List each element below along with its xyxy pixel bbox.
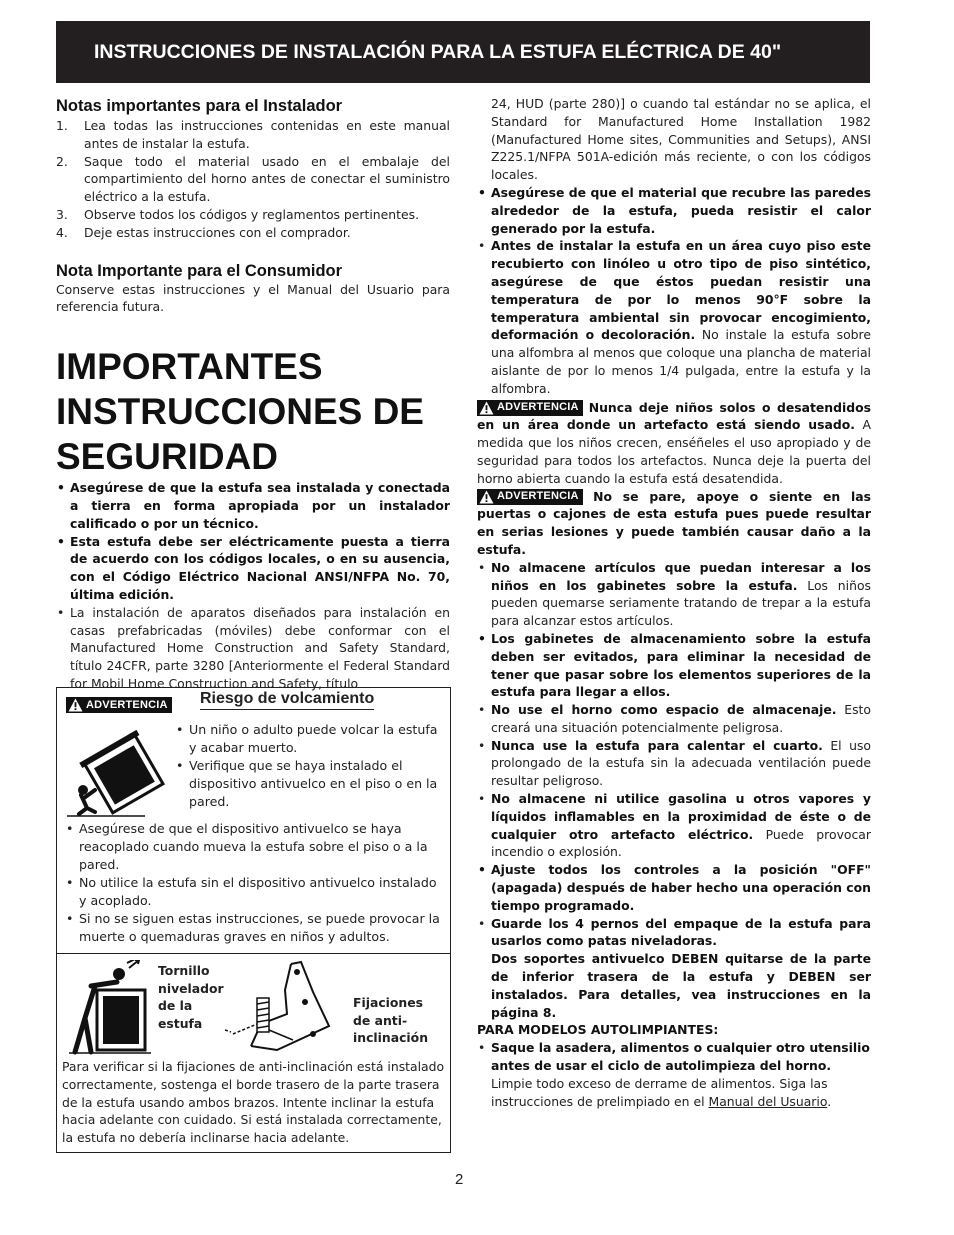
warning-doors: ADVERTENCIA No se pare, apoye o siente en las puertas o cajones de esta estufa pues puede resultar en serias lesiones y puede también causar daño a la estufa. xyxy=(477,488,871,557)
tipover-warning-box xyxy=(56,687,451,954)
fixation-label: Fijaciones de anti-inclinación xyxy=(353,995,429,1045)
list-item: • Saque la asadera, alimentos o cualquier otro utensilio antes de usar el ciclo de autolimpieza del horno. Limpie todo exceso de derrame de alimentos. Siga las instrucciones de prelimpiado en el Manual del Usuario. xyxy=(477,1039,871,1110)
list-item: 1. Lea todas las instrucciones contenidas en este manual antes de instalar la estufa. xyxy=(56,118,450,151)
warning-badge: ADVERTENCIA xyxy=(66,694,172,713)
list-item: • Asegúrese de que la estufa sea instalada y conectada a tierra en forma apropiada por un instalador calificado o por un técnico. xyxy=(56,479,450,532)
bracket-box xyxy=(56,953,451,1153)
list-item: • Un niño o adulto puede volcar la estufa y acabar muerto. xyxy=(175,721,445,757)
consumer-text: Conserve estas instrucciones y el Manual del Usuario para referencia futura. xyxy=(56,281,450,315)
screw-label: Tornillo nivelador de la estufa xyxy=(158,963,224,1031)
left-column xyxy=(56,96,450,693)
warning-badge: ADVERTENCIA xyxy=(477,489,583,505)
installer-list xyxy=(56,117,450,242)
warning-icon xyxy=(479,401,494,415)
warning-inner-list xyxy=(175,721,445,811)
right-column xyxy=(477,95,871,1110)
list-item: • La instalación de aparatos diseñados para instalación en casas prefabricadas (móviles) debe conformar con el Manufactured Home Construction and Safety Standard, título 24CFR, parte 3280 [Anteriormente el Federal Standard for Mobil Home Construction and Safety, título xyxy=(56,604,450,693)
person-tilting-stove-icon xyxy=(61,960,156,1056)
list-item: • No almacene artículos que puedan interesar a los niños en los gabinetes sobre la estufa. Los niños pueden quemarse seriamente tratando de trepar a la estufa para alcanzar estos artículos. xyxy=(477,559,871,630)
list-item: • Asegúrese de que el material que recubre las paredes alrededor de la estufa, pueda resistir el calor generado por la estufa. xyxy=(477,184,871,237)
list-item: • Esta estufa debe ser eléctricamente puesta a tierra de acuerdo con los códigos locales, o en su ausencia, con el Código Eléctrico Nacional ANSI/NFPA No. 70, última edición. xyxy=(56,533,450,604)
list-item: • Nunca use la estufa para calentar el cuarto. El uso prolongado de la estufa sin la adecuada ventilación puede resultar peligroso. xyxy=(477,737,871,790)
installer-heading: Notas importantes para el Instalador xyxy=(56,97,343,115)
warning-icon xyxy=(479,490,494,504)
list-item: • No use el horno como espacio de almacenaje. Esto creará una situación potencialmente peligrosa. xyxy=(477,701,871,737)
list-item: • Verifique que se haya instalado el dispositivo antivuelco en el piso o en la pared. xyxy=(175,757,445,811)
warning-icon xyxy=(68,698,83,712)
user-manual-link[interactable]: Manual del Usuario xyxy=(708,1093,828,1109)
bracket-text: Para verificar si la fijaciones de anti-inclinación está instalado correctamente, sostenga el borde trasero de la parte trasera de la estufa usando ambos brazos. Intente inclinar la estufa hacia adelante con cuidado. Si está instalada correctamente, la estufa no debería inclinarse hacia adelante. xyxy=(62,1059,445,1146)
list-item: 4. Deje estas instrucciones con el comprador. xyxy=(56,224,351,240)
warning-children: ADVERTENCIA Nunca deje niños solos o desatendidos en un área donde un artefacto está siendo usado. A medida que los niños crecen, enséñeles el uso apropiado y de seguridad para todos los artefactos. Nunca deje la puerta del horno abierta cuando la estufa está desatendida. xyxy=(477,399,871,486)
safety-b3-continued: 24, HUD (parte 280)] o cuando tal estándar no se aplica, el Standard for Manufactured Home Installation 1982 (Manufactured Home sites, Communities and Setups), ANSI Z225.1/NFPA 501A-edición más reciente, o con los códigos locales. xyxy=(491,96,871,183)
list-item: 3. Observe todos los códigos y reglamentos pertinentes. xyxy=(56,206,420,222)
list-item: • No utilice la estufa sin el dispositivo antivuelco instalado y acoplado. xyxy=(65,874,445,910)
warning-outer-list xyxy=(65,820,445,946)
page-number: 2 xyxy=(455,1171,464,1188)
list-item: 2. Saque todo el material usado en el embalaje del compartimiento del horno antes de conectar el suministro eléctrico a la estufa. xyxy=(56,153,450,205)
self-clean-heading: PARA MODELOS AUTOLIMPIANTES: xyxy=(477,1022,719,1038)
right-list-top xyxy=(477,184,871,398)
tipping-stove-icon xyxy=(65,728,175,818)
safety-title: IMPORTANTES INSTRUCCIONES DE SEGURIDAD xyxy=(56,346,424,478)
right-list-bottom xyxy=(477,559,871,1022)
safety-list xyxy=(56,479,450,693)
list-item: • Antes de instalar la estufa en un área cuyo piso este recubierto con linóleo u otro tipo de piso sintético, asegúrese de que éstos puedan resistir una temperatura de por lo menos 90°F sobre la temperatura ambiental sin provocar encogimiento, deformación o decoloración. No instale la estufa sobre una alfombra al menos que coloque una plancha de material aislante de por lo menos 1/4 pulgada, entre la estufa y la alfombra. xyxy=(477,237,871,397)
list-item: • No almacene ni utilice gasolina u otros vapores y líquidos inflamables en la proximidad de éste o de cualquier otro artefacto eléctrico. Puede provocar incendio o explosión. xyxy=(477,790,871,861)
list-item: • Asegúrese de que el dispositivo antivuelco se haya reacoplado cuando mueva la estufa sobre el piso o a la pared. xyxy=(65,820,445,874)
page-header xyxy=(56,21,870,83)
list-item: • Si no se siguen estas instrucciones, se puede provocar la muerte o quemaduras graves en niños y adultos. xyxy=(65,910,445,946)
self-clean-list xyxy=(477,1039,871,1110)
list-item: • Guarde los 4 pernos del empaque de la estufa para usarlos como patas niveladoras. Dos soportes antivuelco DEBEN quitarse de la parte de inferior trasera de la estufa y DEBEN ser instalados. Para detalles, vea instrucciones en la página 8. xyxy=(477,915,871,1022)
header-title: INSTRUCCIONES DE INSTALACIÓN PARA LA ESTUFA ELÉCTRICA DE 40" xyxy=(94,40,782,63)
anti-tip-bracket-icon xyxy=(217,958,347,1058)
warning-title: Riesgo de volcamiento xyxy=(200,690,374,710)
consumer-heading: Nota Importante para el Consumidor xyxy=(56,261,343,280)
list-item: • Ajuste todos los controles a la posición "OFF" (apagada) después de haber hecho una operación con tiempo programado. xyxy=(477,861,871,914)
warning-badge: ADVERTENCIA xyxy=(477,400,583,416)
list-item: • Los gabinetes de almacenamiento sobre la estufa deben ser evitados, para eliminar la necesidad de tener que pasar sobre los elementos superiores de la estufa para llegar a ellos. xyxy=(477,630,871,701)
